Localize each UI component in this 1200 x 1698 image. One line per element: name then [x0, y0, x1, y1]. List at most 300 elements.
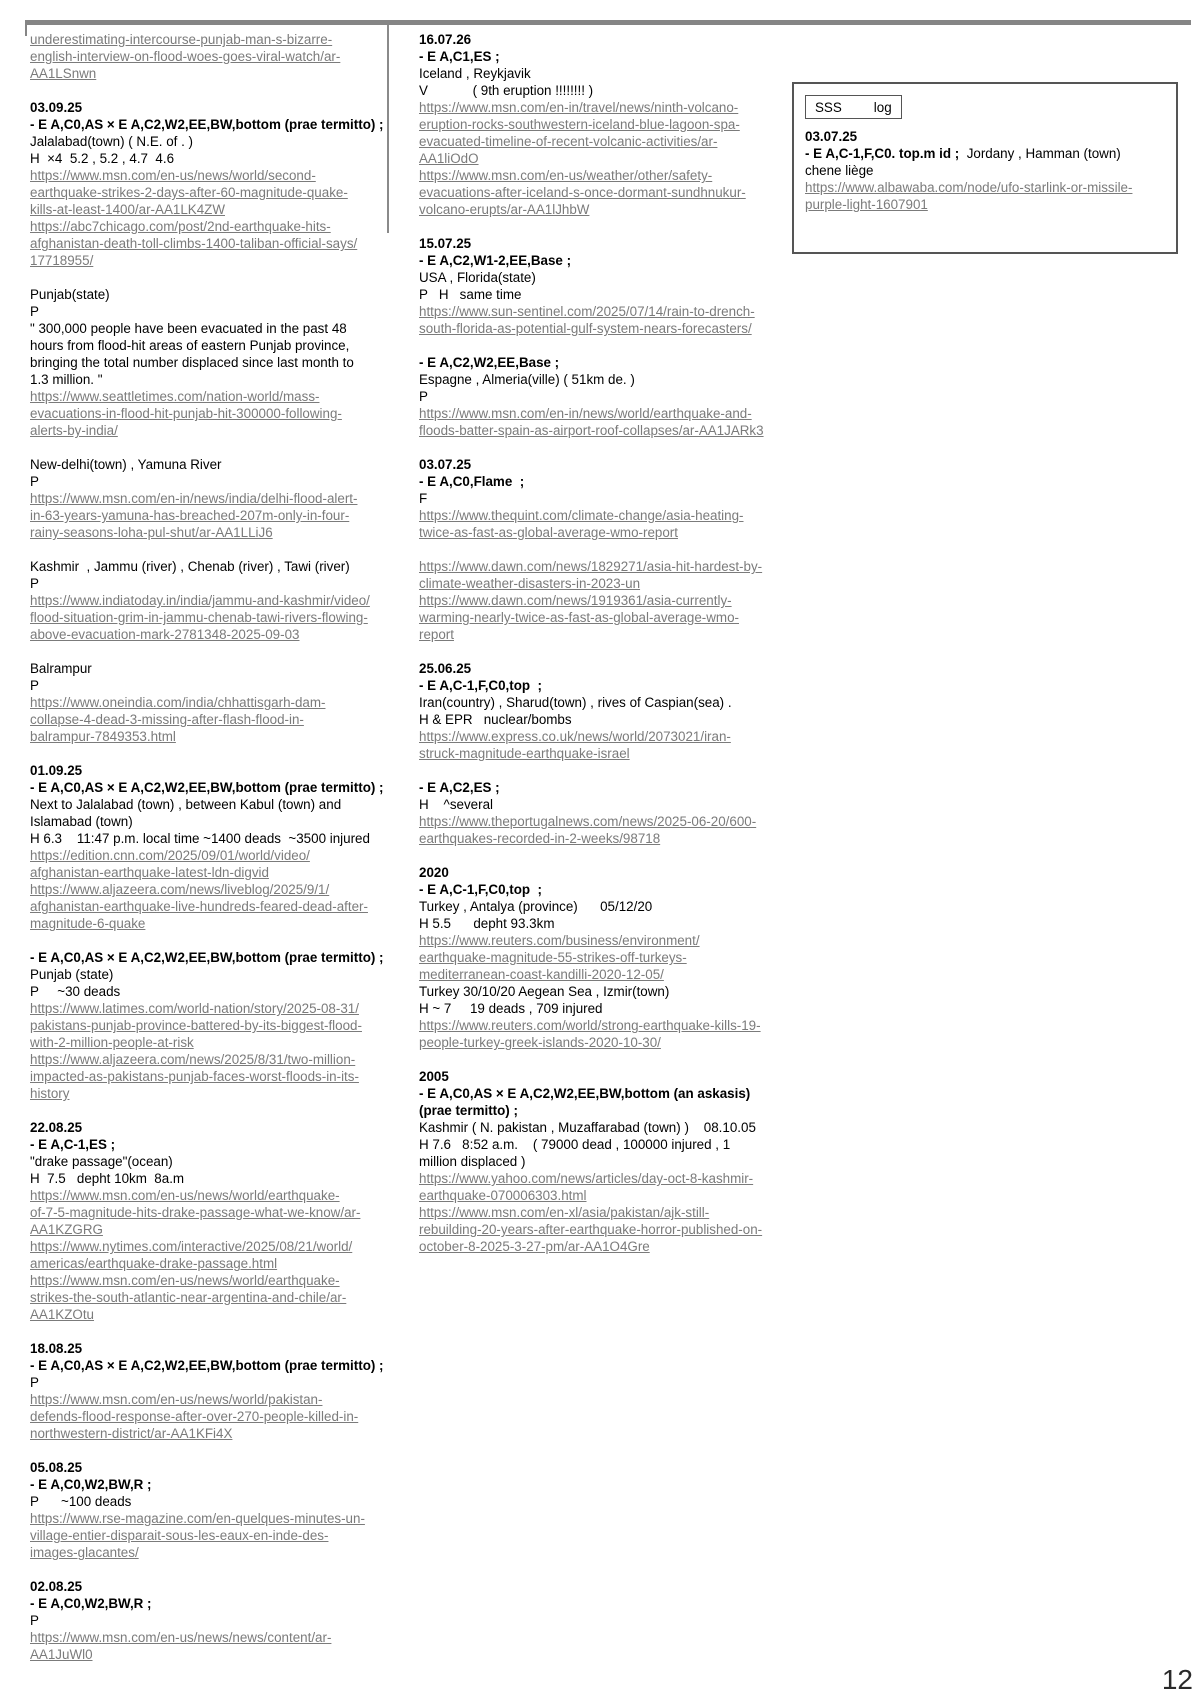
text-line [30, 65, 382, 82]
text-line [419, 371, 765, 388]
text-line [30, 1527, 382, 1544]
entry-text: Kashmir , Jammu (river) , Chenab (river) , Tawi (river) [30, 559, 350, 574]
text-line [30, 1272, 382, 1289]
text-line [30, 1629, 382, 1646]
entry-block [30, 99, 382, 269]
text-line [419, 949, 765, 966]
text-line [419, 677, 765, 694]
text-line [419, 660, 765, 677]
text-line [419, 609, 765, 626]
text-line [30, 762, 382, 779]
article-link[interactable]: kills-at-least-1400/ar-AA1LK4ZW [30, 202, 225, 217]
text-line [30, 167, 382, 184]
article-link[interactable]: https://www.reuters.com/world/strong-earthquake-kills-19- [419, 1018, 761, 1033]
entry-heading: - E A,C-1,F,C0,top ; [419, 882, 542, 897]
entry-text: Turkey 30/10/20 Aegean Sea , Izmir(town) [419, 984, 670, 999]
entry-heading: 01.09.25 [30, 763, 83, 778]
article-link[interactable]: https://www.sun-sentinel.com/2025/07/14/rain-to-drench- [419, 304, 755, 319]
text-line [30, 1357, 382, 1374]
entry-heading: - E A,C2,W1-2,EE,Base ; [419, 253, 572, 268]
text-line [30, 218, 382, 235]
article-link[interactable]: evacuated-timeline-of-recent-volcanic-activities/ar- [419, 134, 718, 149]
entry-text: Punjab(state) [30, 287, 110, 302]
text-line [30, 1374, 382, 1391]
article-link[interactable]: evacuations-in-flood-hit-punjab-hit-300000-following- [30, 406, 342, 421]
text-line [30, 99, 382, 116]
article-link[interactable]: AA1liOdO [419, 151, 479, 166]
entry-text: P ~100 deads [30, 1494, 132, 1509]
article-link[interactable]: https://www.nytimes.com/interactive/2025/08/21/world/ [30, 1239, 353, 1254]
entry-heading: - E A,C1,ES ; [419, 49, 500, 64]
text-line [30, 592, 382, 609]
article-link[interactable]: https://www.msn.com/en-us/weather/other/safety- [419, 168, 713, 183]
article-link[interactable]: https://www.dawn.com/news/1829271/asia-hit-hardest-by- [419, 559, 763, 574]
entry-block [419, 864, 765, 1051]
text-line [30, 677, 382, 694]
text-line [30, 558, 382, 575]
entry-text: Jalalabad(town) ( N.E. of . ) [30, 134, 193, 149]
text-line [30, 303, 382, 320]
text-line [30, 1544, 382, 1561]
text-line [30, 779, 382, 796]
article-link[interactable]: rainy-seasons-loha-pul-shut/ar-AA1LLiJ6 [30, 525, 273, 540]
entry-heading: - E A,C-1,F,C0. top.m id ; [805, 146, 960, 161]
article-link[interactable]: https://www.dawn.com/news/1919361/asia-currently- [419, 593, 732, 608]
entry-heading: (prae termitto) ; [419, 1103, 518, 1118]
entry-heading: - E A,C0,Flame ; [419, 474, 525, 489]
text-line [30, 847, 382, 864]
article-link[interactable]: south-florida-as-potential-gulf-system-nears-forecasters/ [419, 321, 752, 336]
entry-text: H ×4 5.2 , 5.2 , 4.7 4.6 [30, 151, 175, 166]
article-link[interactable]: english-interview-on-flood-woes-goes-viral-watch/ar- [30, 49, 341, 64]
entry-block [30, 31, 382, 82]
text-line [419, 1102, 765, 1119]
article-link[interactable]: https://www.msn.com/en-in/travel/news/ninth-volcano- [419, 100, 739, 115]
entry-text: Punjab (state) [30, 967, 114, 982]
text-line [419, 473, 765, 490]
text-line [30, 1017, 382, 1034]
text-line [30, 1136, 382, 1153]
text-line [30, 1034, 382, 1051]
article-link[interactable]: https://www.msn.com/en-us/news/world/earthquake- [30, 1188, 340, 1203]
article-link[interactable]: eruption-rocks-southwestern-iceland-blue-lagoon-spa- [419, 117, 740, 132]
text-line [30, 1459, 382, 1476]
entry-heading: - E A,C2,W2,EE,Base ; [419, 355, 560, 370]
entry-block [30, 286, 382, 439]
text-line [419, 728, 765, 745]
text-line [30, 983, 382, 1000]
text-line [30, 184, 382, 201]
text-line [30, 1340, 382, 1357]
article-link[interactable]: https://www.albawaba.com/node/ufo-starlink-or-missile- [805, 180, 1133, 195]
article-link[interactable]: of-7-5-magnitude-hits-drake-passage-what-we-know/ar- [30, 1205, 361, 1220]
article-link[interactable]: october-8-2025-3-27-pm/ar-AA1O4Gre [419, 1239, 650, 1254]
entry-text: P ~30 deads [30, 984, 121, 999]
text-line [30, 898, 382, 915]
article-link[interactable]: twice-as-fast-as-global-average-wmo-report [419, 525, 678, 540]
entry-block [805, 128, 1166, 213]
sss-log-content [805, 128, 1166, 213]
text-line [419, 1204, 765, 1221]
left-column [30, 31, 382, 1680]
article-link[interactable]: https://www.msn.com/en-us/news/news/content/ar- [30, 1630, 332, 1645]
entry-heading: - E A,C0,AS × E A,C2,W2,EE,BW,bottom (prae termitto) ; [30, 1358, 384, 1373]
text-line [30, 405, 382, 422]
article-link[interactable]: americas/earthquake-drake-passage.html [30, 1256, 278, 1271]
text-line [419, 167, 765, 184]
entry-heading: 03.07.25 [805, 129, 858, 144]
article-link[interactable]: https://www.aljazeera.com/news/2025/8/31/two-million- [30, 1052, 356, 1067]
entry-heading: 02.08.25 [30, 1579, 83, 1594]
entry-text: 1.3 million. " [30, 372, 103, 387]
article-link[interactable]: AA1LSnwn [30, 66, 97, 81]
entry-block [419, 456, 765, 541]
text-line [419, 1187, 765, 1204]
text-line [419, 388, 765, 405]
chip-label-log: log [873, 99, 892, 115]
article-link[interactable]: above-evacuation-mark-2781348-2025-09-03 [30, 627, 300, 642]
text-line [419, 626, 765, 643]
text-line [419, 456, 765, 473]
text-line [30, 1493, 382, 1510]
text-line [419, 320, 765, 337]
text-line [419, 983, 765, 1000]
entry-text: H 5.5 depht 93.3km [419, 916, 555, 931]
text-line [419, 745, 765, 762]
text-line [419, 558, 765, 575]
entry-heading: 05.08.25 [30, 1460, 83, 1475]
sss-log-chip [805, 95, 902, 119]
text-line [419, 269, 765, 286]
page-number: 12 [1161, 1664, 1193, 1695]
text-line [30, 1238, 382, 1255]
article-link[interactable]: underestimating-intercourse-punjab-man-s-bizarre- [30, 32, 333, 47]
text-line [419, 354, 765, 371]
entry-heading: 25.06.25 [419, 661, 472, 676]
article-link[interactable]: history [30, 1086, 70, 1101]
text-line [30, 116, 382, 133]
text-line [419, 796, 765, 813]
entry-text: Islamabad (town) [30, 814, 133, 829]
top-border-rule [25, 20, 1191, 25]
text-line [419, 507, 765, 524]
article-link[interactable]: https://www.msn.com/en-xl/asia/pakistan/ajk-still- [419, 1205, 710, 1220]
article-link[interactable]: https://www.msn.com/en-in/news/india/delhi-flood-alert- [30, 491, 358, 506]
text-line [419, 235, 765, 252]
text-line [30, 150, 382, 167]
entry-block [419, 1068, 765, 1255]
text-line [419, 65, 765, 82]
article-link[interactable]: AA1KZOtu [30, 1307, 95, 1322]
entry-text: F [419, 491, 428, 506]
article-link[interactable]: mediterranean-coast-kandilli-2020-12-05/ [419, 967, 664, 982]
text-line [805, 196, 1166, 213]
text-line [419, 915, 765, 932]
entry-block [30, 1578, 382, 1663]
article-link[interactable]: report [419, 627, 454, 642]
article-link[interactable]: https://www.latimes.com/world-nation/story/2025-08-31/ [30, 1001, 359, 1016]
text-line [419, 881, 765, 898]
entry-block [419, 354, 765, 439]
entry-heading: - E A,C-1,F,C0,top ; [419, 678, 542, 693]
text-line [805, 128, 1166, 145]
text-line [30, 133, 382, 150]
text-line [30, 728, 382, 745]
entry-heading: - E A,C2,ES ; [419, 780, 500, 795]
entry-text: P [30, 304, 39, 319]
text-line [30, 1289, 382, 1306]
text-line [419, 201, 765, 218]
article-link[interactable]: images-glacantes/ [30, 1545, 139, 1560]
entry-block [30, 660, 382, 745]
text-line [419, 575, 765, 592]
entry-block [419, 235, 765, 337]
article-link[interactable]: https://www.seattletimes.com/nation-world/mass- [30, 389, 320, 404]
text-line [419, 1034, 765, 1051]
article-link[interactable]: https://www.oneindia.com/india/chhattisgarh-dam- [30, 695, 326, 710]
text-line [30, 1187, 382, 1204]
article-link[interactable]: defends-flood-response-after-over-270-people-killed-in- [30, 1409, 359, 1424]
article-link[interactable]: afghanistan-death-toll-climbs-1400-taliban-official-says/ [30, 236, 358, 251]
text-line [30, 337, 382, 354]
left-border-tick [25, 25, 27, 36]
text-line [419, 1068, 765, 1085]
article-link[interactable]: AA1KZGRG [30, 1222, 103, 1237]
text-line [419, 966, 765, 983]
entry-block [419, 558, 765, 643]
text-line [30, 422, 382, 439]
text-line [419, 592, 765, 609]
article-link[interactable]: balrampur-7849353.html [30, 729, 176, 744]
entry-heading: 18.08.25 [30, 1341, 83, 1356]
text-line [30, 1085, 382, 1102]
article-link[interactable]: with-2-million-people-at-risk [30, 1035, 194, 1050]
text-line [30, 1612, 382, 1629]
entry-block [30, 949, 382, 1102]
article-link[interactable]: purple-light-1607901 [805, 197, 928, 212]
text-line [30, 813, 382, 830]
text-line [30, 864, 382, 881]
article-link[interactable]: alerts-by-india/ [30, 423, 118, 438]
article-link[interactable]: volcano-erupts/ar-AA1lJhbW [419, 202, 590, 217]
text-line [419, 31, 765, 48]
article-link[interactable]: AA1JuWl0 [30, 1647, 93, 1662]
article-link[interactable]: climate-weather-disasters-in-2023-un [419, 576, 641, 591]
text-line [30, 320, 382, 337]
text-line [30, 1255, 382, 1272]
article-link[interactable]: https://www.rse-magazine.com/en-quelques-minutes-un- [30, 1511, 365, 1526]
sss-log-box [792, 82, 1178, 254]
article-link[interactable]: in-63-years-yamuna-has-breached-207m-only-in-four- [30, 508, 350, 523]
entry-heading: 03.09.25 [30, 100, 83, 115]
text-line [419, 711, 765, 728]
article-link[interactable]: https://www.yahoo.com/news/articles/day-oct-8-kashmir- [419, 1171, 754, 1186]
entry-text: bringing the total number displaced since last month to [30, 355, 354, 370]
article-link[interactable]: https://www.aljazeera.com/news/liveblog/2025/9/1/ [30, 882, 330, 897]
article-link[interactable]: rebuilding-20-years-after-earthquake-horror-published-on- [419, 1222, 763, 1237]
text-line [419, 99, 765, 116]
text-line [419, 1017, 765, 1034]
text-line [419, 303, 765, 320]
entry-block [30, 558, 382, 643]
entry-block [30, 456, 382, 541]
entry-heading: - E A,C0,AS × E A,C2,W2,EE,BW,bottom (an askasis) [419, 1086, 751, 1101]
article-link[interactable]: https://www.reuters.com/business/environment/ [419, 933, 700, 948]
chip-label-sss: SSS [815, 99, 842, 115]
text-line [419, 1153, 765, 1170]
article-link[interactable]: https://www.msn.com/en-in/news/world/earthquake-and- [419, 406, 752, 421]
article-link[interactable]: earthquakes-recorded-in-2-weeks/98718 [419, 831, 661, 846]
article-link[interactable]: magnitude-6-quake [30, 916, 146, 931]
text-line [30, 286, 382, 303]
text-line [30, 575, 382, 592]
article-link[interactable]: struck-magnitude-earthquake-israel [419, 746, 630, 761]
article-link[interactable]: afghanistan-earthquake-live-hundreds-feared-dead-after- [30, 899, 368, 914]
text-line [30, 796, 382, 813]
text-line [30, 1408, 382, 1425]
entry-block [419, 779, 765, 847]
text-line [30, 1510, 382, 1527]
entry-text: P H same time [419, 287, 522, 302]
article-link[interactable]: collapse-4-dead-3-missing-after-flash-flood-in- [30, 712, 304, 727]
entry-text: H & EPR nuclear/bombs [419, 712, 572, 727]
article-link[interactable]: earthquake-070006303.html [419, 1188, 587, 1203]
entry-text: "drake passage"(ocean) [30, 1154, 173, 1169]
entry-text: chene liège [805, 163, 874, 178]
middle-column [419, 31, 765, 1272]
text-line [30, 660, 382, 677]
text-line [419, 116, 765, 133]
text-line [30, 456, 382, 473]
text-line [30, 1646, 382, 1663]
text-line [30, 1000, 382, 1017]
entry-heading: 2005 [419, 1069, 449, 1084]
text-line [419, 1221, 765, 1238]
article-link[interactable]: https://www.msn.com/en-us/news/world/second- [30, 168, 316, 183]
text-line [419, 1238, 765, 1255]
entry-text: H ~ 7 19 deads , 709 injured [419, 1001, 603, 1016]
article-link[interactable]: strikes-the-south-atlantic-near-argentina-and-chile/ar- [30, 1290, 347, 1305]
text-line [419, 1085, 765, 1102]
text-line [419, 1170, 765, 1187]
article-link[interactable]: flood-situation-grim-in-jammu-chenab-tawi-rivers-flowing- [30, 610, 368, 625]
article-link[interactable]: https://www.express.co.uk/news/world/2073021/iran- [419, 729, 731, 744]
article-link[interactable]: people-turkey-greek-islands-2020-10-30/ [419, 1035, 661, 1050]
text-line [419, 898, 765, 915]
text-line [30, 1153, 382, 1170]
text-line [419, 524, 765, 541]
entry-text: P [30, 678, 39, 693]
entry-heading: 03.07.25 [419, 457, 472, 472]
text-line [30, 1051, 382, 1068]
text-line [30, 1306, 382, 1323]
text-line [30, 626, 382, 643]
entry-heading: - E A,C0,W2,BW,R ; [30, 1596, 152, 1611]
entry-text: Jordany , Hamman (town) [959, 146, 1121, 161]
article-link[interactable]: northwestern-district/ar-AA1KFi4X [30, 1426, 233, 1441]
article-link[interactable]: https://www.msn.com/en-us/news/world/earthquake- [30, 1273, 340, 1288]
entry-block [419, 660, 765, 762]
entry-text: H 6.3 11:47 p.m. local time ~1400 deads ~3500 injured [30, 831, 370, 846]
entry-text: Espagne , Almeria(ville) ( 51km de. ) [419, 372, 635, 387]
article-link[interactable]: 17718955/ [30, 253, 94, 268]
entry-text: Next to Jalalabad (town) , between Kabul (town) and [30, 797, 342, 812]
entry-text: P [30, 1613, 39, 1628]
text-line [805, 145, 1166, 162]
article-link[interactable]: https://www.theportugalnews.com/news/2025-06-20/600- [419, 814, 757, 829]
text-line [30, 524, 382, 541]
entry-text: P [30, 1375, 39, 1390]
entry-text: Iran(country) , Sharud(town) , rives of Caspian(sea) . [419, 695, 732, 710]
text-line [419, 864, 765, 881]
entry-text: USA , Florida(state) [419, 270, 536, 285]
entry-text: Kashmir ( N. pakistan , Muzaffarabad (town) ) 08.10.05 [419, 1120, 756, 1135]
article-link[interactable]: earthquake-strikes-2-days-after-60-magnitude-quake- [30, 185, 348, 200]
article-link[interactable]: https://www.indiatoday.in/india/jammu-and-kashmir/video/ [30, 593, 370, 608]
article-link[interactable]: afghanistan-earthquake-latest-ldn-digvid [30, 865, 269, 880]
text-line [419, 694, 765, 711]
article-link[interactable]: warming-nearly-twice-as-fast-as-global-average-wmo- [419, 610, 739, 625]
article-link[interactable]: earthquake-magnitude-55-strikes-off-turkeys- [419, 950, 687, 965]
text-line [805, 179, 1166, 196]
text-line [30, 881, 382, 898]
entry-text: Iceland , Reykjavik [419, 66, 531, 81]
article-link[interactable]: evacuations-after-iceland-s-once-dormant-sundhnukur- [419, 185, 746, 200]
entry-text: " 300,000 people have been evacuated in the past 48 [30, 321, 347, 336]
text-line [419, 48, 765, 65]
article-link[interactable]: https://www.thequint.com/climate-change/asia-heating- [419, 508, 744, 523]
text-line [30, 915, 382, 932]
article-link[interactable]: https://www.msn.com/en-us/news/world/pakistan- [30, 1392, 323, 1407]
entry-text: Turkey , Antalya (province) 05/12/20 [419, 899, 653, 914]
entry-text: H ^several [419, 797, 494, 812]
text-line [30, 252, 382, 269]
text-line [419, 1000, 765, 1017]
article-link[interactable]: floods-batter-spain-as-airport-roof-collapses/ar-AA1JARk3 [419, 423, 764, 438]
text-line [30, 830, 382, 847]
text-line [419, 490, 765, 507]
article-link[interactable]: https://abc7chicago.com/post/2nd-earthquake-hits- [30, 219, 331, 234]
entry-text: H 7.6 8:52 a.m. ( 79000 dead , 100000 injured , 1 [419, 1137, 731, 1152]
article-link[interactable]: village-entier-disparait-sous-les-eaux-en-inde-des- [30, 1528, 329, 1543]
entry-text: H 7.5 depht 10km 8a.m [30, 1171, 185, 1186]
text-line [419, 422, 765, 439]
entry-text: hours from flood-hit areas of eastern Punjab province, [30, 338, 350, 353]
text-line [419, 133, 765, 150]
article-link[interactable]: pakistans-punjab-province-battered-by-its-biggest-flood- [30, 1018, 362, 1033]
text-line [419, 184, 765, 201]
entry-block [30, 762, 382, 932]
entry-heading: - E A,C-1,ES ; [30, 1137, 116, 1152]
entry-text: Balrampur [30, 661, 92, 676]
article-link[interactable]: https://edition.cnn.com/2025/09/01/world/video/ [30, 848, 310, 863]
text-line [30, 1391, 382, 1408]
text-line [30, 354, 382, 371]
article-link[interactable]: impacted-as-pakistans-punjab-faces-worst-floods-in-its- [30, 1069, 359, 1084]
entry-text: P [30, 474, 39, 489]
text-line [30, 949, 382, 966]
text-line [419, 286, 765, 303]
entry-text: million displaced ) [419, 1154, 526, 1169]
text-line [30, 694, 382, 711]
text-line [30, 1204, 382, 1221]
text-line [30, 1170, 382, 1187]
entry-heading: 2020 [419, 865, 449, 880]
text-line [419, 1136, 765, 1153]
text-line [30, 1578, 382, 1595]
entry-heading: - E A,C0,AS × E A,C2,W2,EE,BW,bottom (prae termitto) ; [30, 950, 384, 965]
entry-block [30, 1119, 382, 1323]
